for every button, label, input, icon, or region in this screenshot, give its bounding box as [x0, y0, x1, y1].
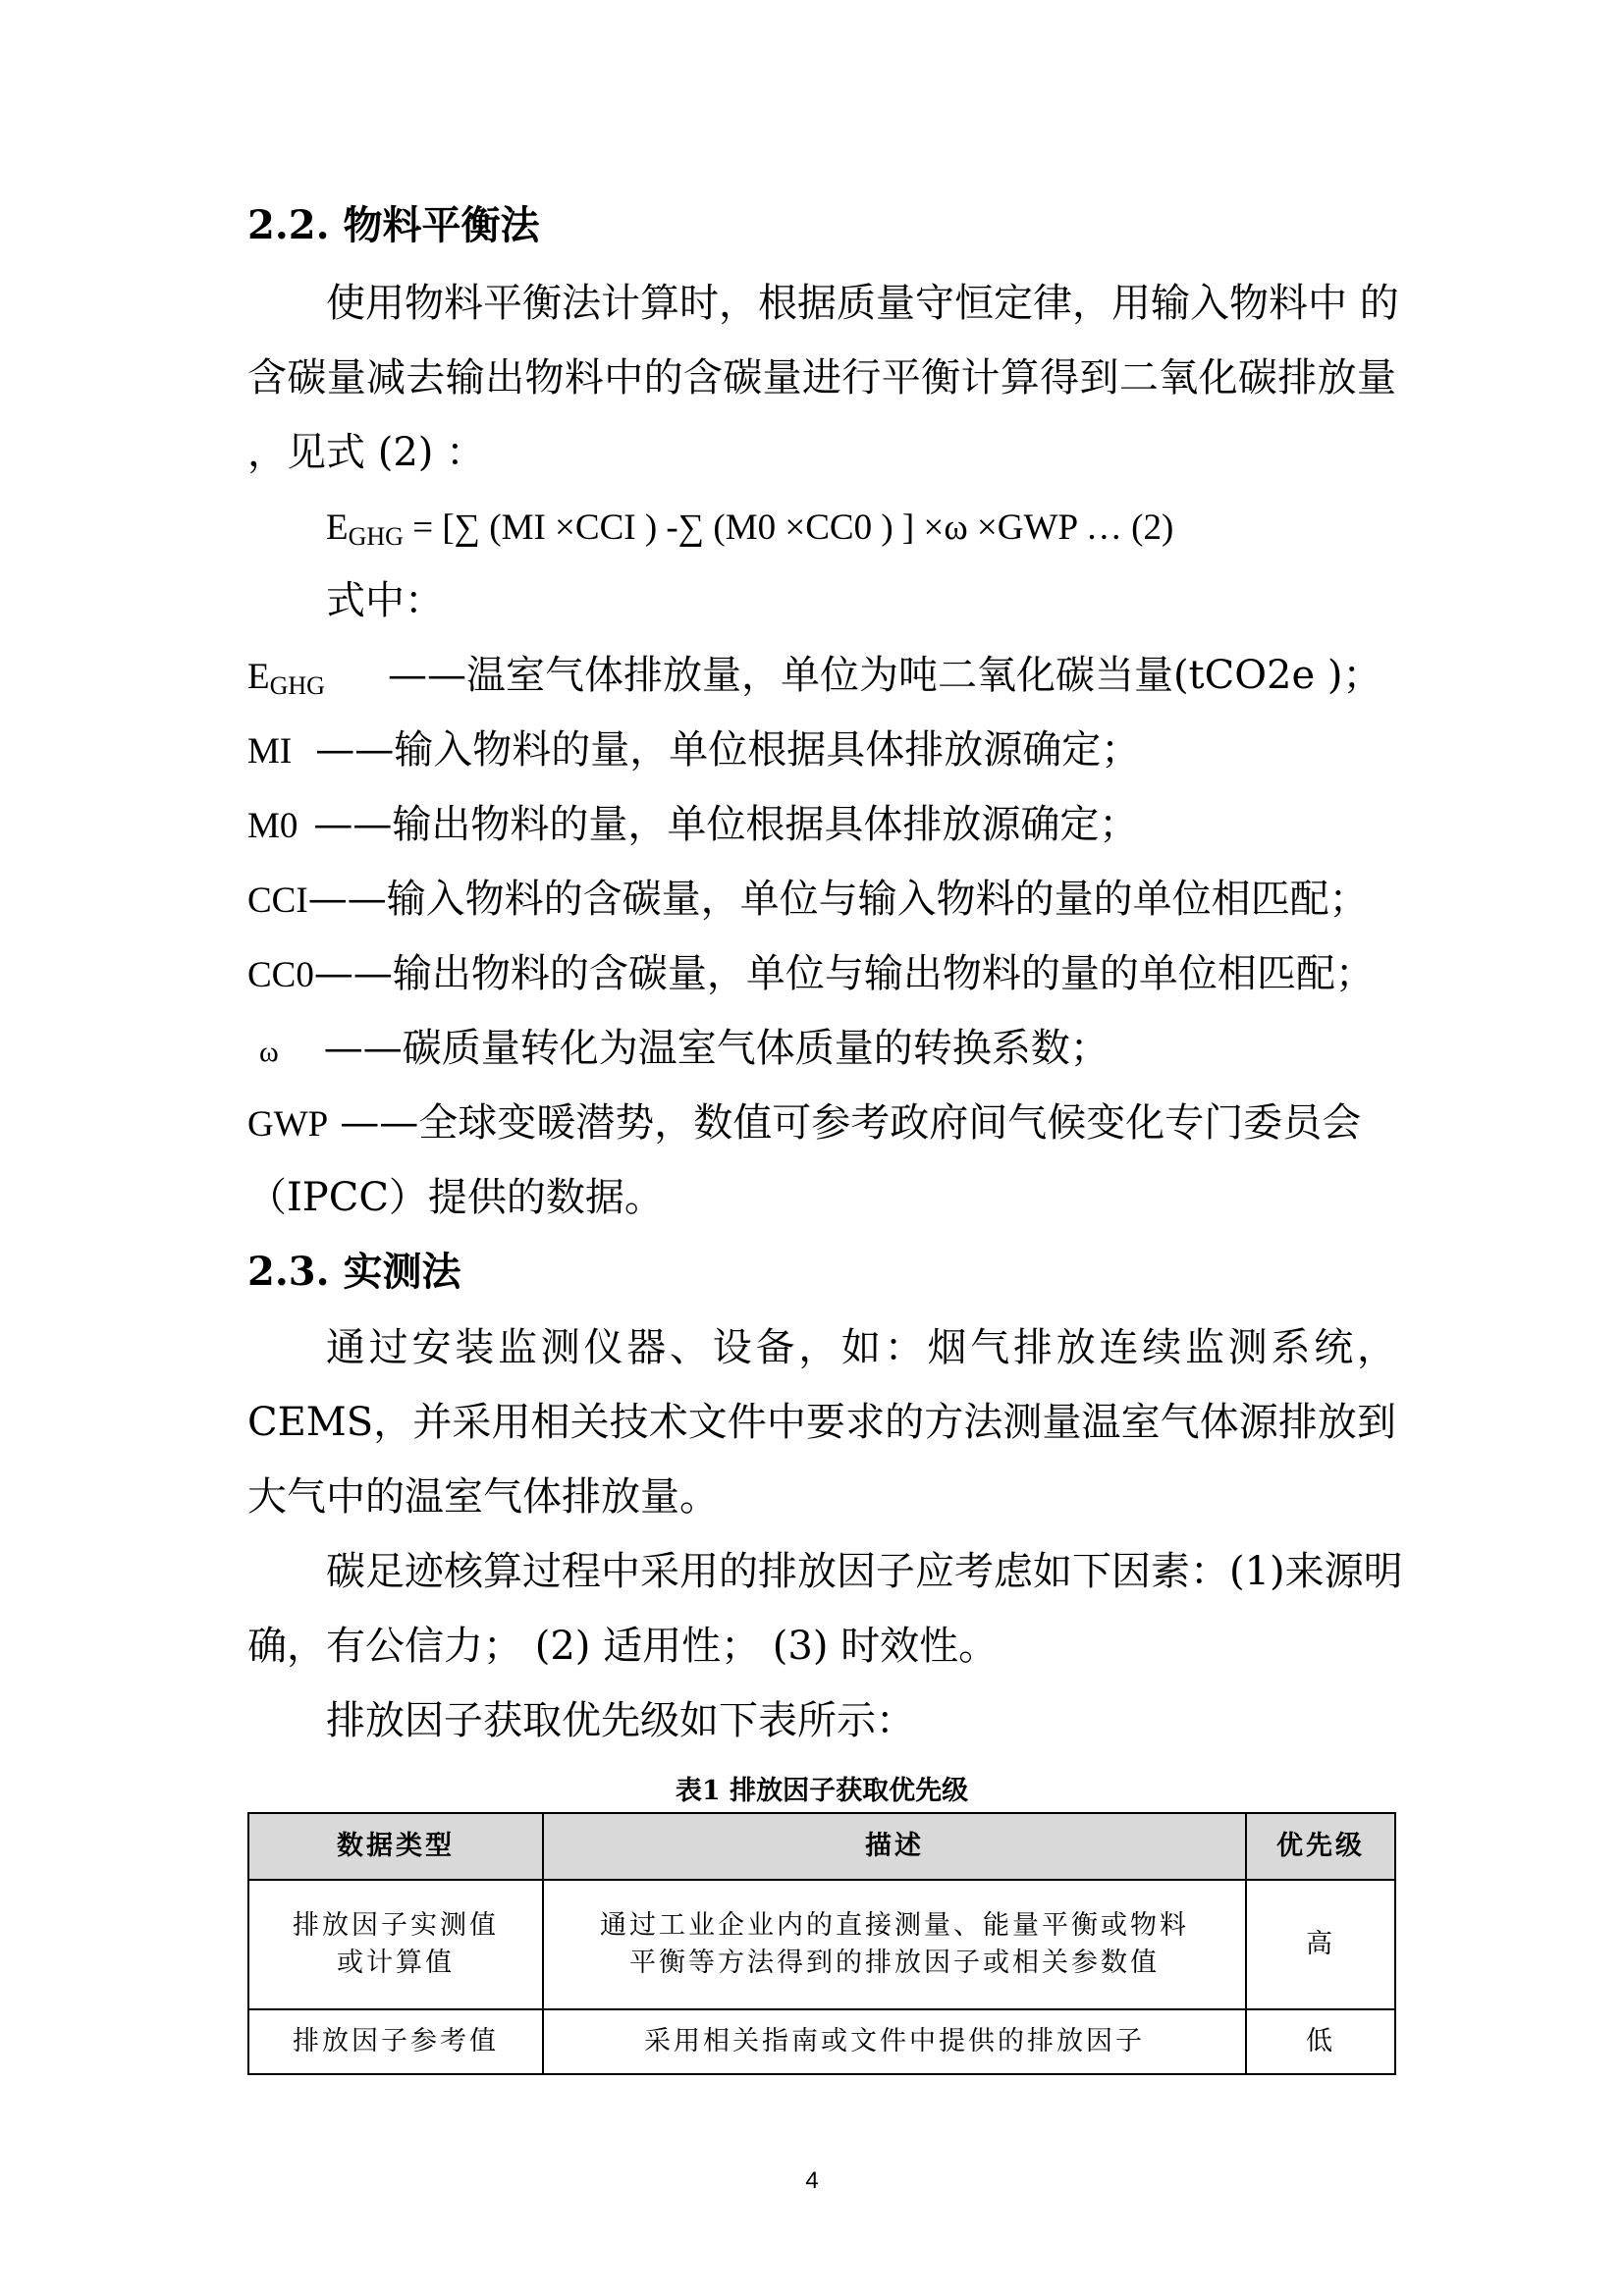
table-caption: 表1 排放因子获取优先级: [675, 1776, 969, 1806]
definition-text: ——全球变暖潜势，数值可参考政府间气候变化专门委员会: [340, 1100, 1362, 1146]
section-heading-2-3: 2.3. 实测法: [247, 1249, 461, 1295]
definition-text: ——输出物料的含碳量，单位与输出物料的量的单位相匹配；: [313, 951, 1375, 996]
definition-item: [247, 800, 1138, 851]
definition-symbol: MI: [247, 731, 293, 772]
where-label: 式中：: [326, 578, 444, 623]
cell-description: [543, 1880, 1246, 2009]
table-header-row: [248, 1813, 1395, 1880]
cell-priority: 低: [1246, 2009, 1395, 2074]
paragraph-line: 通过安装监测仪器、设备，如：烟气排放连续监测系统，: [326, 1325, 1396, 1370]
table-row: [248, 1880, 1395, 2009]
definition-item: [247, 1024, 1110, 1077]
paragraph-line: 含碳量减去输出物料中的含碳量进行平衡计算得到二氧化碳排放量: [247, 355, 1396, 400]
header-data-type: 数据类型: [248, 1813, 543, 1880]
formula-symbol: E: [326, 507, 349, 548]
formula-subscript: GHG: [348, 522, 404, 551]
cell-priority: 高: [1246, 1880, 1395, 2009]
header-priority: 优先级: [1246, 1813, 1395, 1880]
definition-item: [247, 1098, 1361, 1149]
paragraph-line: CEMS，并采用相关技术文件中要求的方法测量温室气体源排放到: [247, 1400, 1396, 1445]
section-heading-2-2: 2.2. 物料平衡法: [247, 202, 540, 248]
cell-line: 或计算值: [337, 1948, 455, 1978]
cell-line: 平衡等方法得到的排放因子或相关参数值: [629, 1948, 1160, 1978]
paragraph-line: 使用物料平衡法计算时，根据质量守恒定律，用输入物料中 的: [326, 281, 1399, 326]
cell-data-type: [248, 1880, 543, 2009]
cell-data-type: 排放因子参考值: [248, 2009, 543, 2074]
definition-item: [247, 651, 1381, 711]
definition-symbol: ω: [259, 1036, 279, 1068]
paragraph-line: 大气中的温室气体排放量。: [247, 1474, 719, 1520]
paragraph-line: 确，有公信力； (2) 适用性； (3) 时效性。: [247, 1624, 999, 1669]
emission-factor-priority-table: [247, 1812, 1396, 2075]
definition-item: [247, 875, 1369, 926]
page-number: 4: [805, 2167, 819, 2194]
definition-text: ——温室气体排放量，单位为吨二氧化碳当量(tCO2e )；: [387, 653, 1382, 698]
cell-line: 排放因子实测值: [293, 1910, 499, 1941]
table-row: [248, 2009, 1395, 2074]
formula-2: [326, 504, 1173, 561]
cell-line: 通过工业企业内的直接测量、能量平衡或物料: [600, 1910, 1189, 1941]
definition-text: ——输出物料的量，单位根据具体排放源确定；: [313, 802, 1139, 847]
definition-text: ——输入物料的含碳量，单位与输入物料的量的单位相匹配；: [307, 877, 1369, 922]
paragraph-line: 排放因子获取优先级如下表所示：: [326, 1698, 915, 1743]
paragraph-line: ，见式 (2) ：: [247, 430, 486, 475]
cell-description: 采用相关指南或文件中提供的排放因子: [543, 2009, 1246, 2074]
definition-symbol: M0: [247, 806, 298, 846]
definition-subscript: GHG: [269, 671, 325, 700]
header-description: 描述: [543, 1813, 1246, 1880]
definition-symbol: CC0: [247, 955, 314, 995]
definition-symbol: GWP: [247, 1104, 329, 1145]
definition-symbol: E: [247, 657, 270, 697]
definition-item: [247, 725, 1140, 776]
definition-item: [247, 949, 1375, 1000]
definition-text: ——碳质量转化为温室气体质量的转换系数；: [323, 1026, 1110, 1071]
definition-text: ——输入物料的量，单位根据具体排放源确定；: [315, 727, 1141, 773]
definition-symbol: CCI: [247, 881, 308, 921]
formula-expression: = [∑ (MI ×CCI ) -∑ (M0 ×CC0 ) ] ×ω ×GWP … (2): [403, 507, 1174, 548]
definition-continuation: （IPCC）提供的数据。: [247, 1175, 664, 1220]
paragraph-line: 碳足迹核算过程中采用的排放因子应考虑如下因素：(1)来源明: [326, 1549, 1403, 1594]
